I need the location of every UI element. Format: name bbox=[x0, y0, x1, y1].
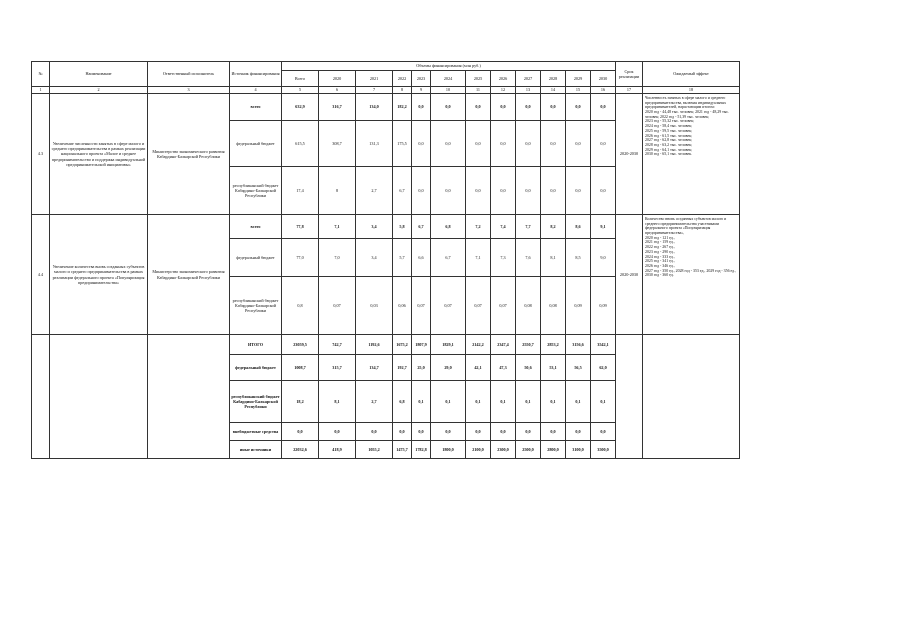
financing-table bbox=[31, 61, 740, 459]
total-value: 25,0 bbox=[412, 355, 431, 381]
value-cell: 77,8 bbox=[282, 215, 319, 239]
total-value: 1675,2 bbox=[393, 335, 412, 355]
value-cell: 0,0 bbox=[541, 94, 566, 121]
header-volumes: Объемы финансирования (млн руб.) bbox=[282, 62, 616, 71]
value-cell: 7,6 bbox=[516, 239, 541, 277]
value-cell: 0,06 bbox=[393, 277, 412, 335]
value-cell: 0,0 bbox=[431, 121, 466, 167]
total-value: 0,0 bbox=[431, 423, 466, 441]
value-cell: 0,0 bbox=[566, 167, 591, 215]
total-value: 0,0 bbox=[516, 423, 541, 441]
total-value: 2853,2 bbox=[541, 335, 566, 355]
header-term: Срок реализации bbox=[616, 62, 643, 87]
header-source: Источник финансирования bbox=[230, 62, 282, 87]
header-year: 2026 bbox=[491, 71, 516, 87]
total-value: 2500,0 bbox=[516, 441, 541, 459]
header-year: 2022 bbox=[393, 71, 412, 87]
total-value: 0,1 bbox=[541, 381, 566, 423]
column-number: 16 bbox=[591, 87, 616, 94]
total-value: 0,1 bbox=[566, 381, 591, 423]
total-value: 2,7 bbox=[356, 381, 393, 423]
total-source: федеральный бюджет bbox=[230, 355, 282, 381]
total-source: республиканский бюджет Кабардино-Балкарской Республики bbox=[230, 381, 282, 423]
header-year: 2030 bbox=[591, 71, 616, 87]
total-value: 18,2 bbox=[282, 381, 319, 423]
total-value: 315,7 bbox=[319, 355, 356, 381]
total-source: иные источники bbox=[230, 441, 282, 459]
row-term: 2020-2030 bbox=[616, 215, 643, 335]
source-cell: республиканский бюджет Кабардино-Балкарской Республики bbox=[230, 167, 282, 215]
value-cell: 7,1 bbox=[319, 215, 356, 239]
header-year: 2023 bbox=[412, 71, 431, 87]
row-executor: Министерство экономического развития Кабардино-Балкарской Республики bbox=[148, 215, 230, 335]
total-value: 0,0 bbox=[282, 423, 319, 441]
value-cell: 0,09 bbox=[591, 277, 616, 335]
value-cell: 6,8 bbox=[431, 215, 466, 239]
row-name: Увеличение количества вновь созданных субъектов малого и среднего предпринимательства в рамках реализации федерального проекта «Популяризация предпринимательства» bbox=[50, 215, 148, 335]
row-effect: Количество вновь созданных субъектов малого и среднего предпринимательства участниками федерального проекта «Популяризация предпринимательства», 2020 год - 121 ед., 2021 год - 159 ед., 2022 год - 267 ед., 2023 год - 290 ед., 2024 год - 333 ед., 2025 год - 341 ед., 2026 год - 346 ед., 2027 год - 350 ед., 2028 год - 353 ед., 2029 год - 356 ед., 2030 год - 360 ед. bbox=[643, 215, 740, 335]
value-cell: 134,0 bbox=[356, 94, 393, 121]
row-number: 4.4 bbox=[32, 215, 50, 335]
value-cell: 0,0 bbox=[466, 121, 491, 167]
column-number: 2 bbox=[50, 87, 148, 94]
value-cell: 308,7 bbox=[319, 121, 356, 167]
value-cell: 0,0 bbox=[541, 167, 566, 215]
header-year: 2028 bbox=[541, 71, 566, 87]
total-value: 3500,0 bbox=[591, 441, 616, 459]
column-number: 13 bbox=[516, 87, 541, 94]
total-value: 3100,0 bbox=[566, 441, 591, 459]
total-value: 0,0 bbox=[541, 423, 566, 441]
total-value: 1055,2 bbox=[356, 441, 393, 459]
total-value: 0,1 bbox=[431, 381, 466, 423]
value-cell: 0,0 bbox=[591, 94, 616, 121]
value-cell: 7,4 bbox=[491, 215, 516, 239]
total-value: 0,0 bbox=[566, 423, 591, 441]
value-cell: 0,0 bbox=[412, 94, 431, 121]
column-number: 3 bbox=[148, 87, 230, 94]
value-cell: 0,08 bbox=[541, 277, 566, 335]
value-cell: 182,2 bbox=[393, 94, 412, 121]
table-row bbox=[32, 215, 740, 239]
total-value: 2347,4 bbox=[491, 335, 516, 355]
value-cell: 0,0 bbox=[466, 167, 491, 215]
value-cell: 6,7 bbox=[431, 239, 466, 277]
total-value: 0,0 bbox=[393, 423, 412, 441]
column-number: 1 bbox=[32, 87, 50, 94]
total-value: 62,0 bbox=[591, 355, 616, 381]
value-cell: 8 bbox=[319, 167, 356, 215]
value-cell: 9,1 bbox=[591, 215, 616, 239]
value-cell: 6,6 bbox=[412, 239, 431, 277]
value-cell: 7,3 bbox=[491, 239, 516, 277]
total-value: 0,1 bbox=[491, 381, 516, 423]
header-year: 2020 bbox=[319, 71, 356, 87]
total-value: 0,0 bbox=[319, 423, 356, 441]
column-number: 17 bbox=[616, 87, 643, 94]
total-value: 1192,6 bbox=[356, 335, 393, 355]
row-term: 2020-2030 bbox=[616, 94, 643, 215]
value-cell: 0,0 bbox=[466, 94, 491, 121]
value-cell: 77,0 bbox=[282, 239, 319, 277]
value-cell: 0,03 bbox=[356, 277, 393, 335]
total-value: 1475,7 bbox=[393, 441, 412, 459]
column-number: 7 bbox=[356, 87, 393, 94]
total-value: 47,3 bbox=[491, 355, 516, 381]
financing-table-sheet bbox=[31, 61, 740, 459]
total-value: 2100,0 bbox=[466, 441, 491, 459]
value-cell: 0,0 bbox=[566, 94, 591, 121]
value-cell: 0,0 bbox=[412, 167, 431, 215]
value-cell: 0,0 bbox=[431, 167, 466, 215]
value-cell: 0,8 bbox=[282, 277, 319, 335]
total-source: внебюджетные средства bbox=[230, 423, 282, 441]
value-cell: 0,07 bbox=[412, 277, 431, 335]
total-value: 56,5 bbox=[566, 355, 591, 381]
total-blank-effect bbox=[643, 335, 740, 459]
total-value: 23059,5 bbox=[282, 335, 319, 355]
source-cell: федеральный бюджет bbox=[230, 121, 282, 167]
total-blank-term bbox=[616, 335, 643, 459]
total-blank-name bbox=[50, 335, 148, 459]
row-number: 4.3 bbox=[32, 94, 50, 215]
value-cell: 6,7 bbox=[412, 215, 431, 239]
value-cell: 0,0 bbox=[516, 94, 541, 121]
value-cell: 0,0 bbox=[516, 167, 541, 215]
header-year: 2021 bbox=[356, 71, 393, 87]
value-cell: 175,5 bbox=[393, 121, 412, 167]
total-value: 3156,6 bbox=[566, 335, 591, 355]
value-cell: 0,0 bbox=[491, 167, 516, 215]
total-value: 29,0 bbox=[431, 355, 466, 381]
source-cell: всего bbox=[230, 215, 282, 239]
value-cell: 3,4 bbox=[356, 215, 393, 239]
column-number: 6 bbox=[319, 87, 356, 94]
value-cell: 5,8 bbox=[393, 215, 412, 239]
total-value: 1800,0 bbox=[431, 441, 466, 459]
total-source: ИТОГО bbox=[230, 335, 282, 355]
total-value: 6,8 bbox=[393, 381, 412, 423]
total-value: 1829,1 bbox=[431, 335, 466, 355]
value-cell: 17,4 bbox=[282, 167, 319, 215]
value-cell: 615,5 bbox=[282, 121, 319, 167]
total-value: 8,1 bbox=[319, 381, 356, 423]
total-value: 3542,1 bbox=[591, 335, 616, 355]
header-no: № bbox=[32, 62, 50, 87]
table-row bbox=[32, 94, 740, 121]
value-cell: 8,6 bbox=[566, 215, 591, 239]
value-cell: 6,7 bbox=[393, 167, 412, 215]
total-value: 192,7 bbox=[393, 355, 412, 381]
value-cell: 0,08 bbox=[516, 277, 541, 335]
total-value: 53,1 bbox=[541, 355, 566, 381]
total-value: 0,1 bbox=[412, 381, 431, 423]
value-cell: 131,3 bbox=[356, 121, 393, 167]
value-cell: 0,0 bbox=[566, 121, 591, 167]
value-cell: 7,1 bbox=[466, 239, 491, 277]
value-cell: 0,0 bbox=[412, 121, 431, 167]
header-year: 2024 bbox=[431, 71, 466, 87]
total-value: 0,0 bbox=[491, 423, 516, 441]
column-number: 9 bbox=[412, 87, 431, 94]
source-cell: республиканский бюджет Кабардино-Балкарской Республики bbox=[230, 277, 282, 335]
value-cell: 8,2 bbox=[541, 215, 566, 239]
source-cell: всего bbox=[230, 94, 282, 121]
total-value: 50,6 bbox=[516, 355, 541, 381]
value-cell: 316,7 bbox=[319, 94, 356, 121]
column-number: 10 bbox=[431, 87, 466, 94]
header-year: 2029 bbox=[566, 71, 591, 87]
value-cell: 7,7 bbox=[516, 215, 541, 239]
total-value: 2550,7 bbox=[516, 335, 541, 355]
value-cell: 0,0 bbox=[491, 121, 516, 167]
header-total: Всего bbox=[282, 71, 319, 87]
value-cell: 7,0 bbox=[319, 239, 356, 277]
column-number: 8 bbox=[393, 87, 412, 94]
total-value: 0,1 bbox=[466, 381, 491, 423]
total-value: 2300,0 bbox=[491, 441, 516, 459]
total-value: 0,1 bbox=[516, 381, 541, 423]
header-year: 2027 bbox=[516, 71, 541, 87]
column-number: 18 bbox=[643, 87, 740, 94]
value-cell: 0,07 bbox=[491, 277, 516, 335]
row-executor: Министерство экономического развития Кабардино-Балкарской Республики bbox=[148, 94, 230, 215]
value-cell: 0,07 bbox=[466, 277, 491, 335]
total-value: 1782,8 bbox=[412, 441, 431, 459]
value-cell: 0,0 bbox=[591, 121, 616, 167]
value-cell: 0,0 bbox=[591, 167, 616, 215]
total-value: 22032,6 bbox=[282, 441, 319, 459]
total-value: 42,1 bbox=[466, 355, 491, 381]
value-cell: 8,1 bbox=[541, 239, 566, 277]
row-name: Увеличение численности занятых в сфере малого и среднего предпринимательства в рамках реализации национального проекта «Малое и среднее предпринимательство и поддержка индивидуальной предпринимательской инициативы» bbox=[50, 94, 148, 215]
total-value: 1807,9 bbox=[412, 335, 431, 355]
total-blank-executor bbox=[148, 335, 230, 459]
row-effect: Численность занятых в сфере малого и среднего предпринимательства, включая индивидуальных предпринимателей, нарастающим итогом: 2020 год - 44,48 тыс. человек; 2021 год - 48,29 тыс. человек; 2022 год - 51,39 тыс. человек; 2023 год - 55,32 тыс. человек; 2024 год - 58,4 тыс. человек; 2025 год - 59,5 тыс. человек; 2026 год - 61,5 тыс. человек; 2027 год - 62,8 тыс. человек; 2028 год - 63,2 тыс. человек; 2029 год - 64,1 тыс. человек; 2030 год - 65,1 тыс. человек. bbox=[643, 94, 740, 215]
value-cell: 0,0 bbox=[431, 94, 466, 121]
total-value: 0,0 bbox=[591, 423, 616, 441]
column-number: 4 bbox=[230, 87, 282, 94]
header-name: Наименование bbox=[50, 62, 148, 87]
column-number: 14 bbox=[541, 87, 566, 94]
total-blank-no bbox=[32, 335, 50, 459]
value-cell: 0,07 bbox=[431, 277, 466, 335]
header-year: 2025 bbox=[466, 71, 491, 87]
total-value: 742,7 bbox=[319, 335, 356, 355]
value-cell: 7,2 bbox=[466, 215, 491, 239]
total-value: 0,1 bbox=[591, 381, 616, 423]
totals-row bbox=[32, 335, 740, 355]
value-cell: 632,9 bbox=[282, 94, 319, 121]
value-cell: 2,7 bbox=[356, 167, 393, 215]
total-value: 134,7 bbox=[356, 355, 393, 381]
value-cell: 3,4 bbox=[356, 239, 393, 277]
value-cell: 9,0 bbox=[591, 239, 616, 277]
total-value: 2142,2 bbox=[466, 335, 491, 355]
header-executor: Ответственный исполнитель bbox=[148, 62, 230, 87]
total-value: 418,9 bbox=[319, 441, 356, 459]
value-cell: 0,0 bbox=[491, 94, 516, 121]
value-cell: 5,7 bbox=[393, 239, 412, 277]
value-cell: 0,09 bbox=[566, 277, 591, 335]
header-effect: Ожидаемый эффект bbox=[643, 62, 740, 87]
source-cell: федеральный бюджет bbox=[230, 239, 282, 277]
value-cell: 0,07 bbox=[319, 277, 356, 335]
column-number: 12 bbox=[491, 87, 516, 94]
column-number: 11 bbox=[466, 87, 491, 94]
value-cell: 8,5 bbox=[566, 239, 591, 277]
column-number: 5 bbox=[282, 87, 319, 94]
total-value: 0,0 bbox=[412, 423, 431, 441]
total-value: 2800,0 bbox=[541, 441, 566, 459]
total-value: 0,0 bbox=[466, 423, 491, 441]
value-cell: 0,0 bbox=[516, 121, 541, 167]
total-value: 0,0 bbox=[356, 423, 393, 441]
column-number: 15 bbox=[566, 87, 591, 94]
total-value: 1008,7 bbox=[282, 355, 319, 381]
value-cell: 0,0 bbox=[541, 121, 566, 167]
